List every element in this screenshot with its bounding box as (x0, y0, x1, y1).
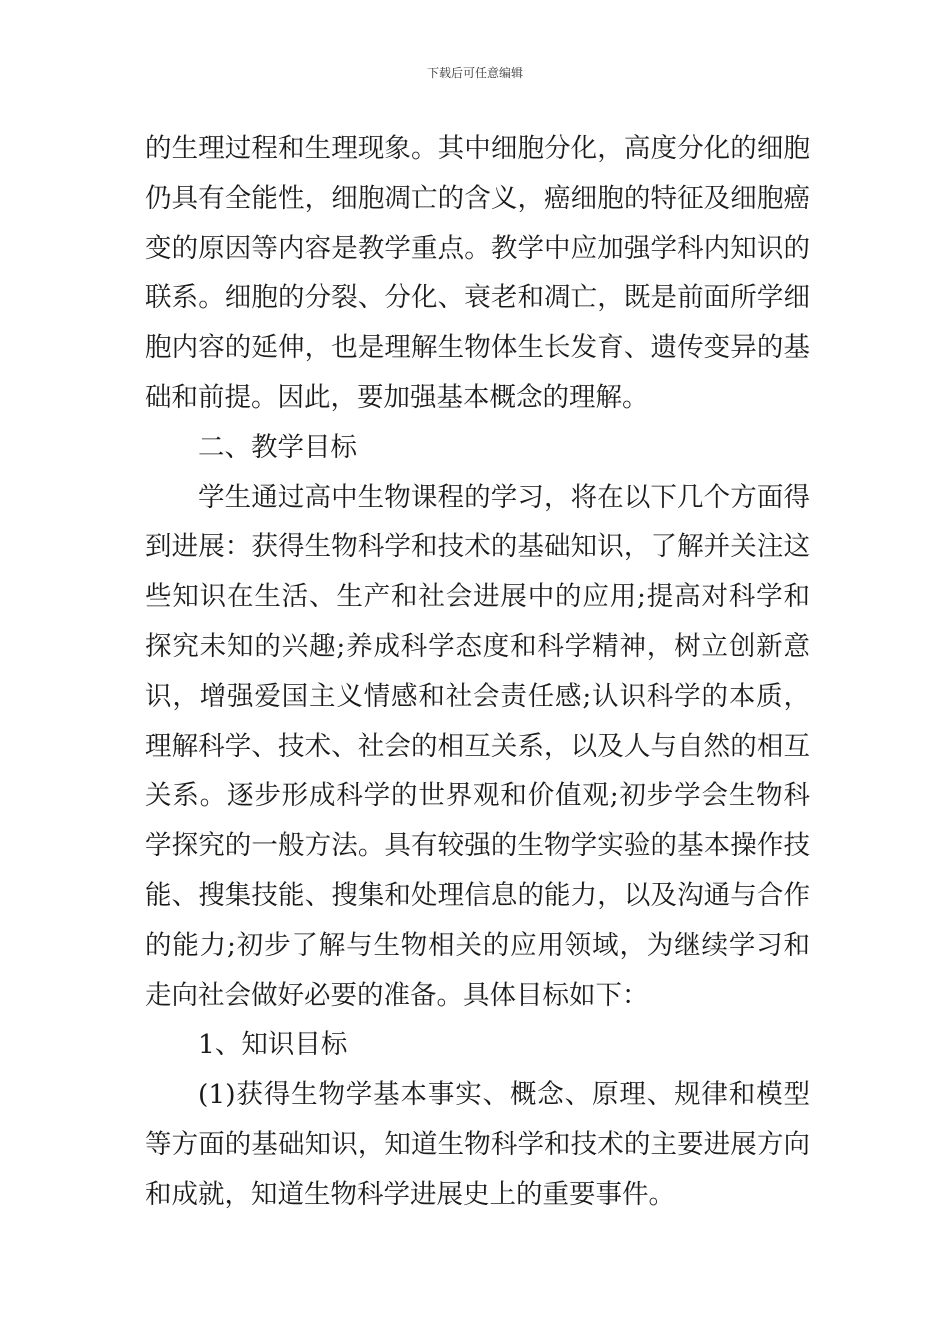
document-body (145, 124, 810, 1220)
section-heading-teaching-goals: 二、教学目标 (198, 431, 357, 463)
paragraph-knowledge-item-1: (1)获得生物学基本事实、概念、原理、规律和模型等方面的基础知识，知道生物科学和技术的主要进展方向和成就，知道生物科学进展史上的重要事件。 (145, 1079, 810, 1210)
page-header: 下载后可任意编辑 (426, 66, 523, 80)
paragraph-learning-outcomes: 学生通过高中生物课程的学习，将在以下几个方面得到进展：获得生物科学和技术的基础知识，了解并关注这些知识在生活、生产和社会进展中的应用;提高对科学和探究未知的兴趣;养成科学态度和科学精神，树立创新意识，增强爱国主义情感和社会责任感;认识科学的本质，理解科学、技术、社会的相互关系，以及人与自然的相互关系。逐步形成科学的世界观和价值观;初步学会生物科学探究的一般方法。具有较强的生物学实验的基本操作技能、搜集技能、搜集和处理信息的能力，以及沟通与合作的能力;初步了解与生物相关的应用领域，为继续学习和走向社会做好必要的准备。具体目标如下： (145, 481, 810, 1011)
subheading-knowledge-goals: 1、知识目标 (198, 1029, 348, 1061)
paragraph-cell-topics: 的生理过程和生理现象。其中细胞分化，高度分化的细胞仍具有全能性，细胞凋亡的含义，癌细胞的特征及细胞癌变的原因等内容是教学重点。教学中应加强学科内知识的联系。细胞的分裂、分化、衰老和凋亡，既是前面所学细胞内容的延伸，也是理解生物体生长发育、遗传变异的基础和前提。因此，要加强基本概念的理解。 (145, 133, 810, 413)
